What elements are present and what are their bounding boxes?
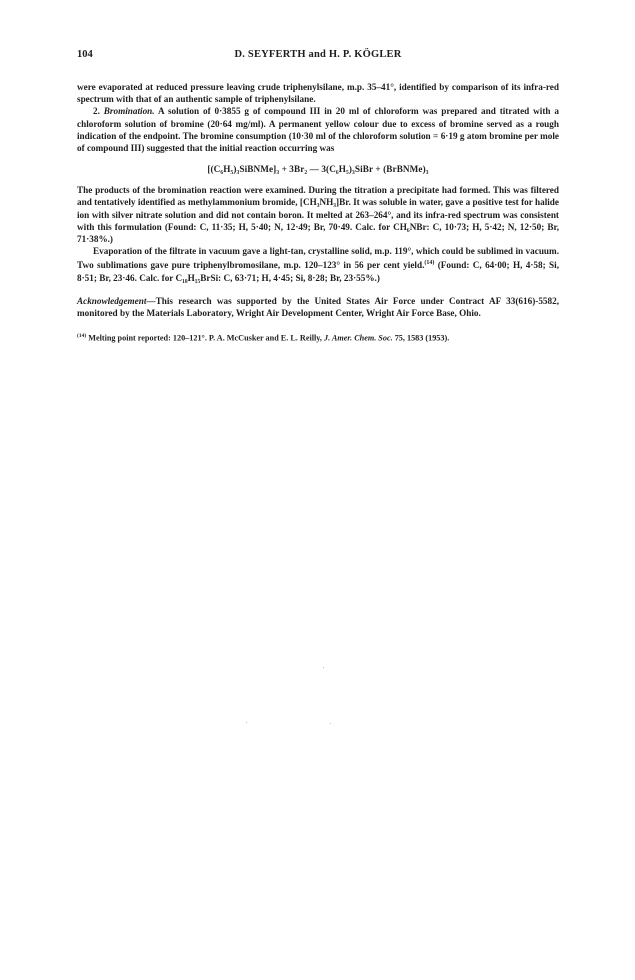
scan-speck <box>330 723 331 724</box>
page <box>77 49 559 352</box>
evaporation-text: Evaporation of the filtrate in vacuum gave a light-tan, crystalline solid, m.p. 119°, which could be sublimed in vacuum. Two sublimations gave pure triphenylbromosilane, m.p. 120–123° in 56 per cent yield. <box>77 246 559 271</box>
scan-speck <box>246 722 247 723</box>
footnote-text-end: 75, 1583 (1953). <box>392 334 450 344</box>
paragraph-continuation: were evaporated at reduced pressure leaving crude triphenylsilane, m.p. 35–41°, identified by comparison of its infra-red spectrum with that of an authentic sample of triphenylsilane. <box>77 82 559 105</box>
footnote <box>77 331 559 344</box>
page-header <box>77 49 559 67</box>
paragraph-acknowledgement <box>77 295 559 319</box>
acknowledgement-text: —This research was supported by the United States Air Force under Contract AF 33(616)-5582, monitored by the Materials Laboratory, Wright Air Development Center, Wright Air Force Base, Ohio. <box>77 295 559 319</box>
footnote-marker: (14) <box>77 333 87 340</box>
running-head: D. SEYFERTH and H. P. KÖGLER <box>234 49 402 60</box>
reference-marker: (14) <box>424 260 435 267</box>
scan-speck <box>323 667 324 668</box>
section-title: Bromination. <box>103 106 155 117</box>
paragraph-products: The products of the bromination reaction were examined. During the titration a precipitate had formed. This was filtered and tentatively identified as methylammonium bromide, [CH₃NH₃]Br. It was soluble in water, gave a positive test for halide ion with silver nitrate solution and did not contain boron. It melted at 263–264°, and its infra-red spectrum was consistent with this formulation (Found: C, 11·35; H, 5·40; N, 12·49; Br, 70·49. Calc. for CH₆NBr: C, 10·73; H, 5·42; N, 12·50; Br, 71·38%.) <box>77 185 559 245</box>
evaporation-analysis: (Found: C, 64·00; H, 4·58; Si, 8·51; Br, 23·46. Calc. for C₁₈H₁₅BrSi: C, 63·71; H, 4·45; Si, 8·28; Br, 23·55%.) <box>77 260 559 283</box>
footnote-journal: J. Amer. Chem. Soc. <box>324 334 393 344</box>
page-number: 104 <box>77 49 93 60</box>
acknowledgement-title: Acknowledgement <box>77 295 147 306</box>
reaction-equation: [(C₆H₅)₃SiBNMe]₃ + 3Br₂ — 3(C₆H₅)₃SiBr + (BrBNMe)₃ <box>207 164 429 175</box>
footnote-text: Melting point reported: 120–121°. P. A. McCusker and E. L. Reilly, <box>86 334 325 344</box>
section-number: 2. <box>93 106 100 117</box>
paragraph-evaporation <box>77 245 559 284</box>
bromination-text: A solution of 0·3855 g of compound III in 20 ml of chloroform was prepared and titrated with a chloroform solution of bromine (20·64 mg/ml). A permanent yellow colour due to excess of bromine served as a rough indication of the endpoint. The bromine consumption (10·30 ml of the chloroform solution = 6·19 g atom bromine per mole of compound III) suggested that the initial reaction occurring was <box>77 106 559 154</box>
paragraph-bromination <box>77 105 559 154</box>
